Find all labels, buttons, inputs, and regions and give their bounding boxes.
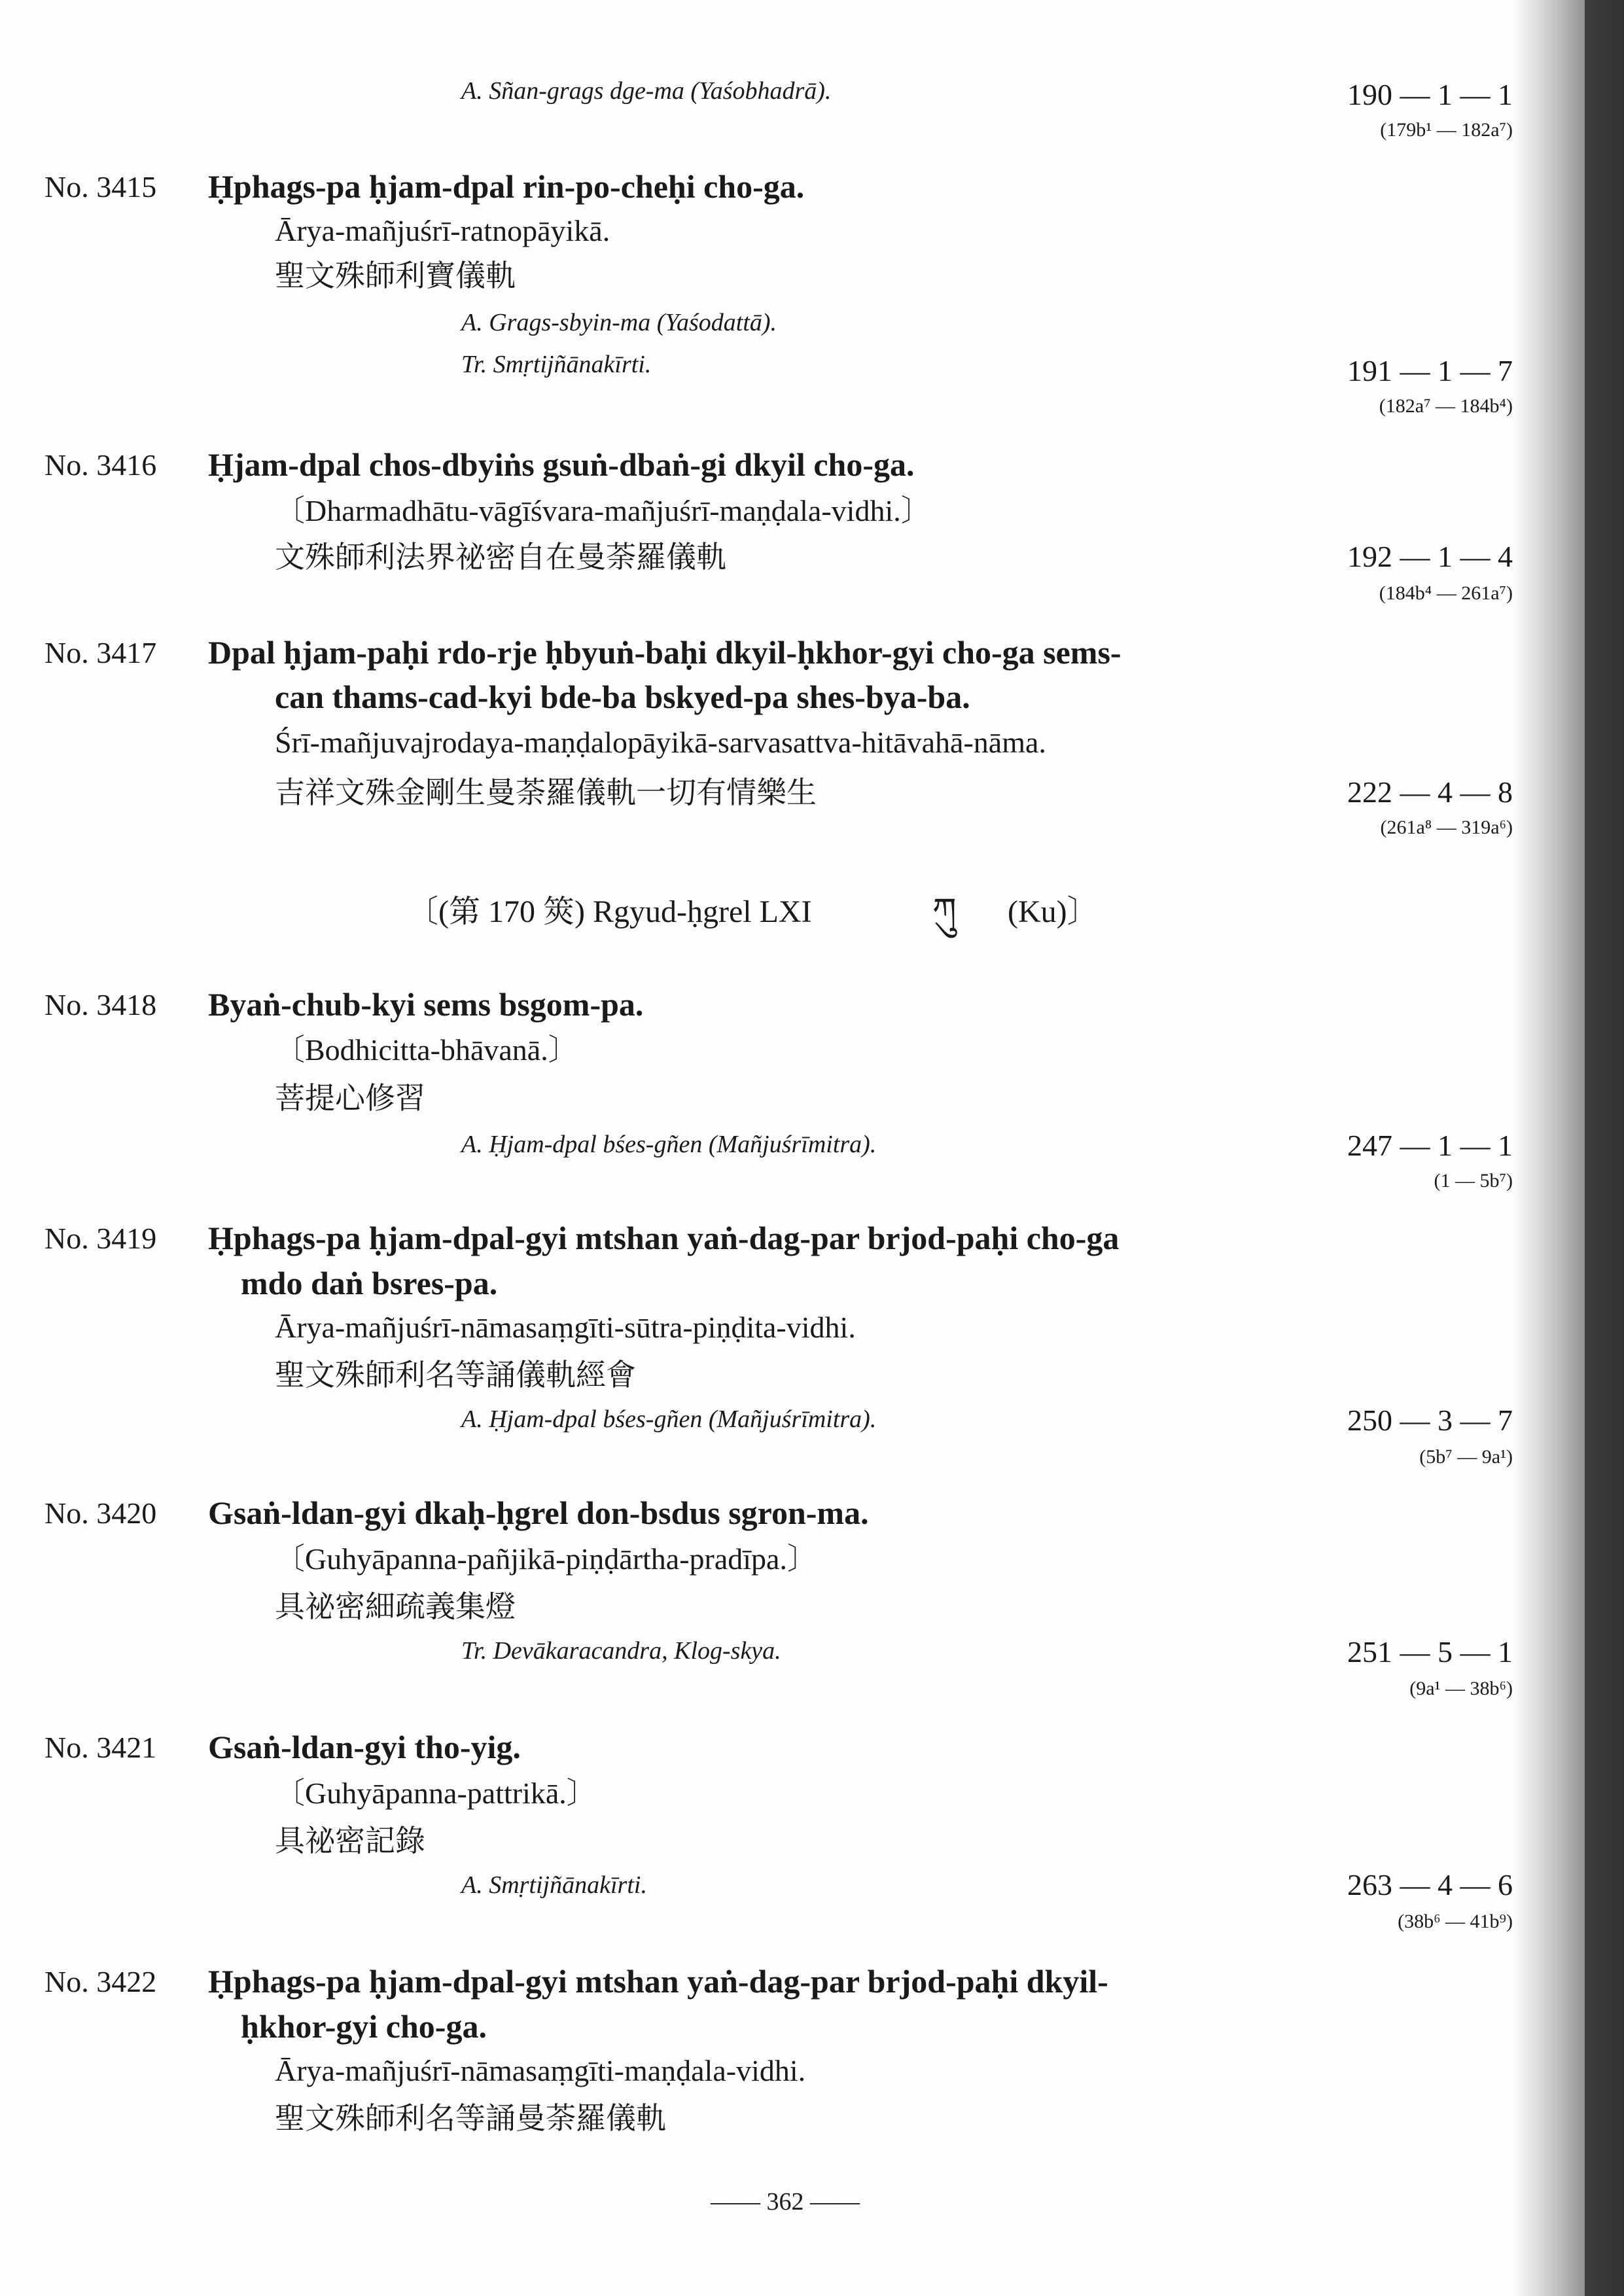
entry-number: No. 3422 <box>44 1965 157 1998</box>
entry-title-tibetan: Byaṅ-chub-kyi sems bsgom-pa. <box>208 986 644 1023</box>
entry-number: No. 3415 <box>44 170 157 203</box>
entry-title-sanskrit: 〔Guhyāpanna-pattrikā.〕 <box>275 1776 597 1810</box>
entry-number: No. 3418 <box>44 988 157 1021</box>
location-ref: 251 — 5 — 1 <box>1347 1635 1513 1669</box>
location-ref: 263 — 4 — 6 <box>1347 1868 1513 1901</box>
folio-range: (182a⁷ — 184b⁴) <box>1379 395 1513 417</box>
author-line: A. Sñan-grags dge-ma (Yaśobhadrā). <box>461 77 832 105</box>
entry-title-sanskrit: 〔Guhyāpanna-pañjikā-piṇḍārtha-pradīpa.〕 <box>275 1542 817 1576</box>
entry-title-sanskrit: 〔Bodhicitta-bhāvanā.〕 <box>275 1033 578 1067</box>
entry-number: No. 3417 <box>44 636 157 669</box>
location-ref: 250 — 3 — 7 <box>1347 1404 1513 1437</box>
entry-title-tibetan-cont: mdo daṅ bsres-pa. <box>241 1265 498 1301</box>
entry-title-chinese: 聖文殊師利寶儀軌 <box>275 258 516 293</box>
entry-title-sanskrit: Ārya-mañjuśrī-nāmasaṃgīti-sūtra-piṇḍita-vidhi. <box>275 1311 856 1344</box>
volume-heading: 〔(第 170 筴) Rgyud-ḥgrel LXI <box>407 894 812 929</box>
author-line: A. Ḥjam-dpal bśes-gñen (Mañjuśrīmitra). <box>461 1405 877 1433</box>
translator-line: Tr. Smṛtijñānakīrti. <box>461 351 652 378</box>
entry-title-chinese: 聖文殊師利名等誦儀軌經會 <box>275 1357 636 1392</box>
entry-title-tibetan: Ḥphags-pa ḥjam-dpal-gyi mtshan yaṅ-dag-par brjod-paḥi dkyil- <box>208 1963 1108 2000</box>
entry-title-chinese: 具祕密細疏義集燈 <box>275 1589 516 1624</box>
entry-title-tibetan: Ḥphags-pa ḥjam-dpal-gyi mtshan yaṅ-dag-par brjod-paḥi cho-ga <box>208 1220 1120 1256</box>
folio-range: (184b⁴ — 261a⁷) <box>1379 582 1513 604</box>
author-line: A. Smṛtijñānakīrti. <box>461 1871 647 1899</box>
folio-range: (179b¹ — 182a⁷) <box>1380 119 1513 141</box>
folio-range: (1 — 5b⁷) <box>1434 1170 1513 1192</box>
entry-title-tibetan: Gsaṅ-ldan-gyi dkaḥ-ḥgrel don-bsdus sgron-ma. <box>208 1494 869 1531</box>
folio-range: (9a¹ — 38b⁶) <box>1409 1678 1513 1699</box>
entry-title-chinese: 具祕密記錄 <box>275 1823 425 1858</box>
entry-title-sanskrit: Ārya-mañjuśrī-nāmasaṃgīti-maṇḍala-vidhi. <box>275 2054 806 2087</box>
page-edge-dark <box>1585 0 1624 2296</box>
folio-range: (261a⁸ — 319a⁶) <box>1380 817 1513 838</box>
entry-title-tibetan-cont: can thams-cad-kyi bde-ba bskyed-pa shes-bya-ba. <box>275 679 970 715</box>
volume-heading-end: (Ku)〕 <box>1008 894 1099 929</box>
location-ref: 190 — 1 — 1 <box>1347 78 1513 111</box>
tibetan-letter: ཀུ <box>932 891 957 930</box>
entry-title-sanskrit: Ārya-mañjuśrī-ratnopāyikā. <box>275 214 610 247</box>
entry-title-tibetan: Dpal ḥjam-paḥi rdo-rje ḥbyuṅ-baḥi dkyil-ḥkhor-gyi cho-ga sems- <box>208 634 1121 671</box>
entry-number: No. 3420 <box>44 1496 157 1530</box>
entry-title-chinese: 聖文殊師利名等誦曼荼羅儀軌 <box>275 2100 666 2136</box>
author-line: A. Ḥjam-dpal bśes-gñen (Mañjuśrīmitra). <box>461 1131 877 1158</box>
entry-title-tibetan: Gsaṅ-ldan-gyi tho-yig. <box>208 1729 521 1765</box>
entry-number: No. 3416 <box>44 448 157 482</box>
entry-title-tibetan: Ḥphags-pa ḥjam-dpal rin-po-cheḥi cho-ga. <box>208 168 805 205</box>
translator-line: Tr. Devākaracandra, Klog-skya. <box>461 1637 781 1665</box>
entry-title-sanskrit: 〔Dharmadhātu-vāgīśvara-mañjuśrī-maṇḍala-vidhi.〕 <box>275 494 931 527</box>
location-ref: 247 — 1 — 1 <box>1347 1129 1513 1162</box>
location-ref: 222 — 4 — 8 <box>1347 775 1513 809</box>
location-ref: 192 — 1 — 4 <box>1347 540 1513 573</box>
entry-number: No. 3421 <box>44 1731 157 1764</box>
entry-title-tibetan-cont: ḥkhor-gyi cho-ga. <box>241 2008 487 2045</box>
entry-title-chinese: 菩提心修習 <box>275 1080 425 1116</box>
page-number: —— 362 —— <box>711 2188 860 2216</box>
entry-title-tibetan: Ḥjam-dpal chos-dbyiṅs gsuṅ-dbaṅ-gi dkyil cho-ga. <box>208 446 915 483</box>
entry-title-sanskrit: Śrī-mañjuvajrodaya-maṇḍalopāyikā-sarvasattva-hitāvahā-nāma. <box>275 726 1046 759</box>
entry-title-chinese: 文殊師利法界祕密自在曼荼羅儀軌 <box>275 539 726 574</box>
location-ref: 191 — 1 — 7 <box>1347 354 1513 387</box>
entry-title-chinese: 吉祥文殊金剛生曼荼羅儀軌一切有情樂生 <box>275 775 817 810</box>
author-line: A. Grags-sbyin-ma (Yaśodattā). <box>461 309 777 336</box>
entry-number: No. 3419 <box>44 1222 157 1255</box>
folio-range: (5b⁷ — 9a¹) <box>1419 1446 1513 1468</box>
folio-range: (38b⁶ — 41b⁹) <box>1398 1911 1513 1932</box>
